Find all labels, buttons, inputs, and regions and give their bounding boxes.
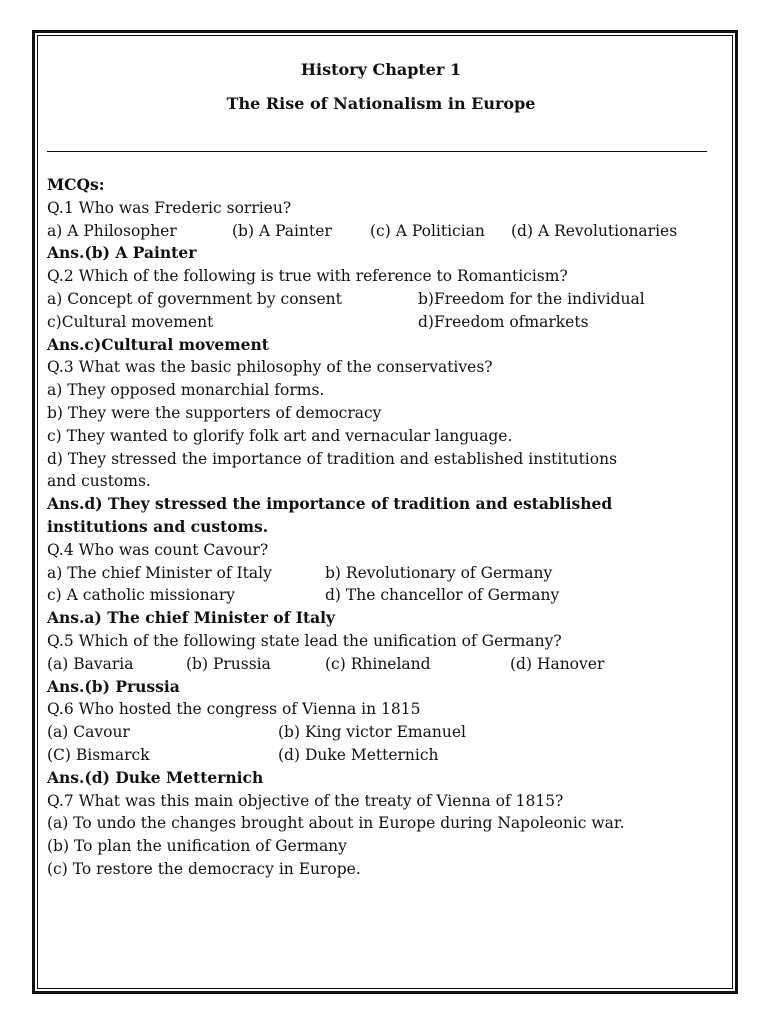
answer-3: institutions and customs. (47, 516, 269, 536)
question-6-options (47, 744, 715, 767)
option: (c) To restore the democracy in Europe. (47, 859, 361, 878)
answer-4: Ans.a) The chief Minister of Italy (47, 608, 336, 628)
question-3: Q.3 What was the basic philosophy of the conservatives? (47, 358, 493, 377)
header-divider (47, 151, 707, 152)
option: (b) Prussia (186, 654, 271, 673)
option: (d) A Revolutionaries (511, 221, 678, 240)
answer-3: Ans.d) They stressed the importance of tradition and established (47, 494, 613, 514)
option: c) They wanted to glorify folk art and vernacular language. (47, 426, 513, 445)
question-6-options (47, 721, 715, 744)
option: (b) A Painter (232, 221, 332, 240)
question-1-options (47, 220, 715, 243)
option: a) The chief Minister of Italy (47, 563, 272, 582)
option: a) They opposed monarchial forms. (47, 381, 325, 400)
question-2-options (47, 288, 715, 311)
question-5-options (47, 653, 715, 676)
option: c) A catholic missionary (47, 586, 236, 605)
question-4: Q.4 Who was count Cavour? (47, 540, 269, 559)
document-subtitle: The Rise of Nationalism in Europe (226, 94, 536, 113)
option: d) The chancellor of Germany (325, 586, 560, 605)
answer-2: Ans.c)Cultural movement (47, 334, 269, 354)
option: (c) A Politician (370, 221, 485, 240)
option: (d) Duke Metternich (278, 745, 439, 764)
question-4-options (47, 562, 715, 585)
option: (a) To undo the changes brought about in Europe during Napoleonic war. (47, 814, 625, 833)
option: (d) Hanover (510, 654, 605, 673)
document-body (47, 58, 715, 881)
option: (c) Rhineland (325, 654, 431, 673)
option: (a) Bavaria (47, 654, 134, 673)
option: (b) King victor Emanuel (278, 723, 466, 742)
question-1: Q.1 Who was Frederic sorrieu? (47, 198, 292, 217)
option: and customs. (47, 472, 151, 491)
option: a) Concept of government by consent (47, 289, 342, 308)
option: (b) To plan the unification of Germany (47, 837, 347, 856)
option: (C) Bismarck (47, 745, 150, 764)
option: b)Freedom for the individual (418, 289, 645, 308)
answer-6: Ans.(d) Duke Metternich (47, 767, 264, 787)
answer-1: Ans.(b) A Painter (47, 243, 197, 263)
question-7: Q.7 What was this main objective of the treaty of Vienna of 1815? (47, 791, 564, 810)
section-label: MCQs: (47, 175, 105, 194)
option: a) A Philosopher (47, 221, 177, 240)
question-2: Q.2 Which of the following is true with reference to Romanticism? (47, 267, 568, 286)
question-4-options (47, 584, 715, 607)
option: d) They stressed the importance of tradition and established institutions (47, 449, 618, 468)
question-2-options (47, 311, 715, 334)
answer-5: Ans.(b) Prussia (47, 676, 180, 696)
question-6: Q.6 Who hosted the congress of Vienna in 1815 (47, 700, 421, 719)
option: c)Cultural movement (47, 312, 214, 331)
option: (a) Cavour (47, 723, 130, 742)
document-title: History Chapter 1 (300, 60, 462, 79)
question-5: Q.5 Which of the following state lead the unification of Germany? (47, 631, 562, 650)
option: b) They were the supporters of democracy (47, 403, 382, 422)
option: b) Revolutionary of Germany (325, 563, 553, 582)
option: d)Freedom ofmarkets (418, 312, 589, 331)
